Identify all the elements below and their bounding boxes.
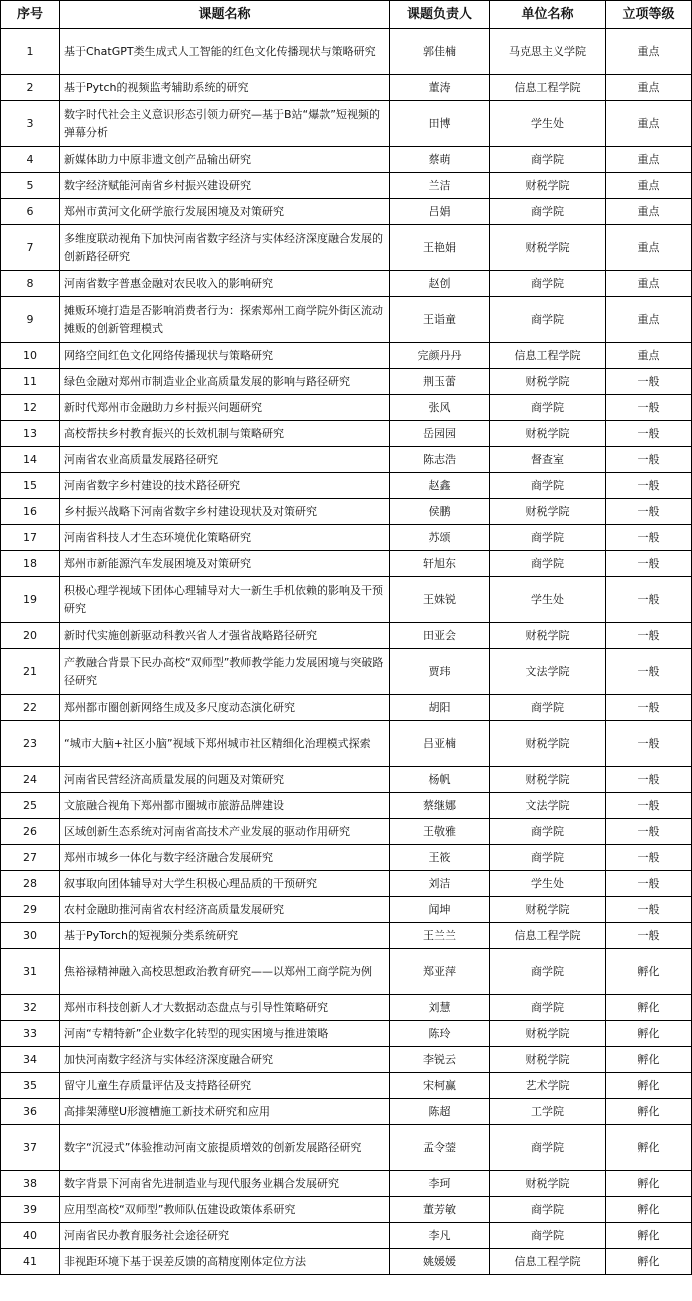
principal-name: 王姝锐: [390, 577, 490, 623]
principal-name: 王艳娟: [390, 225, 490, 271]
table-row: [1, 421, 692, 447]
project-level: 一般: [606, 473, 692, 499]
unit-name: 文法学院: [490, 649, 606, 695]
project-title: 郑州市城乡一体化与数字经济融合发展研究: [60, 845, 390, 871]
principal-name: 轩旭东: [390, 551, 490, 577]
unit-name: 商学院: [490, 395, 606, 421]
row-number: 13: [1, 421, 60, 447]
row-number: 28: [1, 871, 60, 897]
unit-name: 督查室: [490, 447, 606, 473]
project-title: 高校帮扶乡村教育振兴的长效机制与策略研究: [60, 421, 390, 447]
unit-name: 商学院: [490, 845, 606, 871]
project-level: 一般: [606, 499, 692, 525]
project-title: 郑州都市圈创新网络生成及多尺度动态演化研究: [60, 695, 390, 721]
unit-name: 学生处: [490, 101, 606, 147]
principal-name: 王诣童: [390, 297, 490, 343]
table-row: [1, 819, 692, 845]
project-title: 数字“沉浸式”体验推动河南文旅提质增效的创新发展路径研究: [60, 1125, 390, 1171]
project-title: 叙事取向团体辅导对大学生积极心理品质的干预研究: [60, 871, 390, 897]
project-level: 一般: [606, 845, 692, 871]
row-number: 31: [1, 949, 60, 995]
row-number: 9: [1, 297, 60, 343]
project-title: 网络空间红色文化网络传播现状与策略研究: [60, 343, 390, 369]
project-level: 孵化: [606, 1047, 692, 1073]
project-title: 高排架薄壁U形渡槽施工新技术研究和应用: [60, 1099, 390, 1125]
unit-name: 商学院: [490, 271, 606, 297]
project-level: 孵化: [606, 995, 692, 1021]
row-number: 38: [1, 1171, 60, 1197]
principal-name: 荆玉蕾: [390, 369, 490, 395]
project-level: 重点: [606, 101, 692, 147]
table-row: [1, 793, 692, 819]
unit-name: 商学院: [490, 995, 606, 1021]
table-row: [1, 923, 692, 949]
unit-name: 财税学院: [490, 1171, 606, 1197]
table-row: [1, 525, 692, 551]
row-number: 33: [1, 1021, 60, 1047]
principal-name: 董涛: [390, 75, 490, 101]
row-number: 22: [1, 695, 60, 721]
principal-name: 宋柯赢: [390, 1073, 490, 1099]
project-title: 区域创新生态系统对河南省高技术产业发展的驱动作用研究: [60, 819, 390, 845]
header-row: [1, 1, 692, 29]
row-number: 19: [1, 577, 60, 623]
table-row: [1, 1125, 692, 1171]
unit-name: 学生处: [490, 577, 606, 623]
unit-name: 商学院: [490, 819, 606, 845]
project-level: 重点: [606, 29, 692, 75]
principal-name: 兰洁: [390, 173, 490, 199]
project-level: 一般: [606, 421, 692, 447]
principal-name: 赵创: [390, 271, 490, 297]
row-number: 8: [1, 271, 60, 297]
project-title: 河南省数字普惠金融对农民收入的影响研究: [60, 271, 390, 297]
unit-name: 财税学院: [490, 767, 606, 793]
principal-name: 董芳敏: [390, 1197, 490, 1223]
row-number: 15: [1, 473, 60, 499]
project-title: “城市大脑+社区小脑”视域下郑州城市社区精细化治理模式探索: [60, 721, 390, 767]
project-level: 重点: [606, 173, 692, 199]
project-level: 一般: [606, 793, 692, 819]
project-level: 一般: [606, 923, 692, 949]
table-row: [1, 101, 692, 147]
principal-name: 吕娟: [390, 199, 490, 225]
row-number: 40: [1, 1223, 60, 1249]
row-number: 35: [1, 1073, 60, 1099]
unit-name: 财税学院: [490, 173, 606, 199]
principal-name: 完颜丹丹: [390, 343, 490, 369]
principal-name: 李锐云: [390, 1047, 490, 1073]
project-title: 积极心理学视域下团体心理辅导对大一新生手机依赖的影响及干预研究: [60, 577, 390, 623]
header-title: 课题名称: [60, 1, 390, 29]
project-title: 新时代实施创新驱动科教兴省人才强省战略路径研究: [60, 623, 390, 649]
principal-name: 蔡萌: [390, 147, 490, 173]
table-row: [1, 1171, 692, 1197]
project-title: 文旅融合视角下郑州都市圈城市旅游品牌建设: [60, 793, 390, 819]
project-level: 孵化: [606, 1125, 692, 1171]
principal-name: 贾玮: [390, 649, 490, 695]
header-level: 立项等级: [606, 1, 692, 29]
unit-name: 工学院: [490, 1099, 606, 1125]
unit-name: 财税学院: [490, 369, 606, 395]
project-title: 数字背景下河南省先进制造业与现代服务业耦合发展研究: [60, 1171, 390, 1197]
row-number: 41: [1, 1249, 60, 1275]
project-title: 绿色金融对郑州市制造业企业高质量发展的影响与路径研究: [60, 369, 390, 395]
project-title: 焦裕禄精神融入高校思想政治教育研究——以郑州工商学院为例: [60, 949, 390, 995]
row-number: 20: [1, 623, 60, 649]
principal-name: 苏颂: [390, 525, 490, 551]
row-number: 6: [1, 199, 60, 225]
row-number: 7: [1, 225, 60, 271]
project-level: 一般: [606, 525, 692, 551]
project-level: 一般: [606, 819, 692, 845]
row-number: 11: [1, 369, 60, 395]
table-row: [1, 1249, 692, 1275]
project-title: 郑州市黄河文化研学旅行发展困境及对策研究: [60, 199, 390, 225]
unit-name: 财税学院: [490, 225, 606, 271]
project-title: 基于PyTorch的短视频分类系统研究: [60, 923, 390, 949]
project-title: 摊贩环境打造是否影响消费者行为：探索郑州工商学院外街区流动摊贩的创新管理模式: [60, 297, 390, 343]
project-level: 孵化: [606, 1073, 692, 1099]
table-row: [1, 225, 692, 271]
principal-name: 岳园园: [390, 421, 490, 447]
table-row: [1, 29, 692, 75]
unit-name: 商学院: [490, 551, 606, 577]
project-level: 一般: [606, 551, 692, 577]
principal-name: 姚媛媛: [390, 1249, 490, 1275]
table-row: [1, 767, 692, 793]
row-number: 10: [1, 343, 60, 369]
project-title: 多维度联动视角下加快河南省数字经济与实体经济深度融合发展的创新路径研究: [60, 225, 390, 271]
unit-name: 商学院: [490, 297, 606, 343]
unit-name: 信息工程学院: [490, 923, 606, 949]
unit-name: 商学院: [490, 1197, 606, 1223]
table-row: [1, 395, 692, 421]
table-row: [1, 1223, 692, 1249]
header-person: 课题负责人: [390, 1, 490, 29]
project-level: 孵化: [606, 1099, 692, 1125]
unit-name: 信息工程学院: [490, 343, 606, 369]
row-number: 26: [1, 819, 60, 845]
table-row: [1, 721, 692, 767]
unit-name: 文法学院: [490, 793, 606, 819]
project-level: 一般: [606, 695, 692, 721]
row-number: 37: [1, 1125, 60, 1171]
unit-name: 商学院: [490, 1223, 606, 1249]
project-level: 一般: [606, 447, 692, 473]
row-number: 36: [1, 1099, 60, 1125]
principal-name: 赵鑫: [390, 473, 490, 499]
row-number: 5: [1, 173, 60, 199]
project-title: 非视距环境下基于误差反馈的高精度刚体定位方法: [60, 1249, 390, 1275]
table-body: [1, 29, 692, 1275]
unit-name: 财税学院: [490, 1047, 606, 1073]
principal-name: 吕亚楠: [390, 721, 490, 767]
project-level: 一般: [606, 721, 692, 767]
table-row: [1, 623, 692, 649]
project-title: 乡村振兴战略下河南省数字乡村建设现状及对策研究: [60, 499, 390, 525]
project-level: 孵化: [606, 1249, 692, 1275]
principal-name: 刘洁: [390, 871, 490, 897]
unit-name: 商学院: [490, 147, 606, 173]
project-title: 产教融合背景下民办高校“双师型”教师教学能力发展困境与突破路径研究: [60, 649, 390, 695]
project-title: 新时代郑州市金融助力乡村振兴问题研究: [60, 395, 390, 421]
row-number: 2: [1, 75, 60, 101]
row-number: 14: [1, 447, 60, 473]
row-number: 34: [1, 1047, 60, 1073]
table-row: [1, 199, 692, 225]
unit-name: 商学院: [490, 695, 606, 721]
principal-name: 刘慧: [390, 995, 490, 1021]
row-number: 25: [1, 793, 60, 819]
principal-name: 陈超: [390, 1099, 490, 1125]
row-number: 3: [1, 101, 60, 147]
principal-name: 胡阳: [390, 695, 490, 721]
unit-name: 商学院: [490, 1125, 606, 1171]
table-row: [1, 1099, 692, 1125]
project-title: 农村金融助推河南省农村经济高质量发展研究: [60, 897, 390, 923]
table-row: [1, 845, 692, 871]
unit-name: 信息工程学院: [490, 75, 606, 101]
principal-name: 王筱: [390, 845, 490, 871]
project-title: 数字经济赋能河南省乡村振兴建设研究: [60, 173, 390, 199]
row-number: 23: [1, 721, 60, 767]
project-level: 一般: [606, 369, 692, 395]
project-title: 河南省科技人才生态环境优化策略研究: [60, 525, 390, 551]
unit-name: 财税学院: [490, 721, 606, 767]
row-number: 12: [1, 395, 60, 421]
table-row: [1, 297, 692, 343]
principal-name: 陈玲: [390, 1021, 490, 1047]
table-row: [1, 551, 692, 577]
unit-name: 财税学院: [490, 421, 606, 447]
project-title: 郑州市新能源汽车发展困境及对策研究: [60, 551, 390, 577]
principal-name: 杨帆: [390, 767, 490, 793]
principal-name: 闻坤: [390, 897, 490, 923]
unit-name: 财税学院: [490, 499, 606, 525]
table-row: [1, 173, 692, 199]
project-title: 留守儿童生存质量评估及支持路径研究: [60, 1073, 390, 1099]
table-row: [1, 871, 692, 897]
unit-name: 财税学院: [490, 623, 606, 649]
principal-name: 李珂: [390, 1171, 490, 1197]
row-number: 1: [1, 29, 60, 75]
project-title: 基于Pytch的视频监考辅助系统的研究: [60, 75, 390, 101]
principal-name: 蔡继娜: [390, 793, 490, 819]
project-level: 重点: [606, 147, 692, 173]
principal-name: 王兰兰: [390, 923, 490, 949]
project-level: 孵化: [606, 949, 692, 995]
table-row: [1, 1197, 692, 1223]
project-level: 重点: [606, 199, 692, 225]
table-row: [1, 1047, 692, 1073]
project-level: 重点: [606, 225, 692, 271]
table-row: [1, 75, 692, 101]
project-title: 新媒体助力中原非遗文创产品输出研究: [60, 147, 390, 173]
project-title: 河南省民营经济高质量发展的问题及对策研究: [60, 767, 390, 793]
project-title: 河南“专精特新”企业数字化转型的现实困境与推进策略: [60, 1021, 390, 1047]
table-row: [1, 343, 692, 369]
table-row: [1, 271, 692, 297]
project-level: 孵化: [606, 1171, 692, 1197]
principal-name: 侯鹏: [390, 499, 490, 525]
unit-name: 商学院: [490, 949, 606, 995]
row-number: 30: [1, 923, 60, 949]
table-row: [1, 1073, 692, 1099]
principal-name: 郑亚萍: [390, 949, 490, 995]
project-level: 孵化: [606, 1197, 692, 1223]
header-no: 序号: [1, 1, 60, 29]
project-title: 加快河南数字经济与实体经济深度融合研究: [60, 1047, 390, 1073]
table-row: [1, 897, 692, 923]
project-title: 基于ChatGPT类生成式人工智能的红色文化传播现状与策略研究: [60, 29, 390, 75]
table-row: [1, 499, 692, 525]
table-row: [1, 695, 692, 721]
principal-name: 李凡: [390, 1223, 490, 1249]
row-number: 27: [1, 845, 60, 871]
project-level: 孵化: [606, 1223, 692, 1249]
project-title: 河南省数字乡村建设的技术路径研究: [60, 473, 390, 499]
row-number: 17: [1, 525, 60, 551]
table-row: [1, 147, 692, 173]
unit-name: 财税学院: [490, 897, 606, 923]
table-row: [1, 1021, 692, 1047]
project-level: 重点: [606, 271, 692, 297]
table-row: [1, 995, 692, 1021]
row-number: 39: [1, 1197, 60, 1223]
project-title: 河南省民办教育服务社会途径研究: [60, 1223, 390, 1249]
principal-name: 田亚会: [390, 623, 490, 649]
principal-name: 郭佳楠: [390, 29, 490, 75]
project-title: 郑州市科技创新人才大数据动态盘点与引导性策略研究: [60, 995, 390, 1021]
row-number: 21: [1, 649, 60, 695]
unit-name: 马克思主义学院: [490, 29, 606, 75]
project-level: 一般: [606, 577, 692, 623]
row-number: 18: [1, 551, 60, 577]
project-level: 重点: [606, 343, 692, 369]
header-unit: 单位名称: [490, 1, 606, 29]
unit-name: 信息工程学院: [490, 1249, 606, 1275]
unit-name: 学生处: [490, 871, 606, 897]
unit-name: 艺术学院: [490, 1073, 606, 1099]
table-row: [1, 473, 692, 499]
table-header: [1, 1, 692, 29]
project-title: 数字时代社会主义意识形态引领力研究—基于B站“爆款”短视频的弹幕分析: [60, 101, 390, 147]
row-number: 29: [1, 897, 60, 923]
principal-name: 孟令蓥: [390, 1125, 490, 1171]
project-level: 孵化: [606, 1021, 692, 1047]
project-title: 应用型高校“双师型”教师队伍建设政策体系研究: [60, 1197, 390, 1223]
principal-name: 王敬雅: [390, 819, 490, 845]
unit-name: 商学院: [490, 199, 606, 225]
project-level: 重点: [606, 75, 692, 101]
row-number: 4: [1, 147, 60, 173]
row-number: 16: [1, 499, 60, 525]
principal-name: 张风: [390, 395, 490, 421]
project-level: 一般: [606, 871, 692, 897]
table-row: [1, 447, 692, 473]
row-number: 24: [1, 767, 60, 793]
row-number: 32: [1, 995, 60, 1021]
unit-name: 财税学院: [490, 1021, 606, 1047]
unit-name: 商学院: [490, 473, 606, 499]
project-level: 一般: [606, 395, 692, 421]
project-title: 河南省农业高质量发展路径研究: [60, 447, 390, 473]
project-level: 一般: [606, 897, 692, 923]
table-row: [1, 369, 692, 395]
principal-name: 陈志浩: [390, 447, 490, 473]
project-level: 一般: [606, 649, 692, 695]
project-level: 一般: [606, 767, 692, 793]
table-row: [1, 577, 692, 623]
table-row: [1, 949, 692, 995]
project-level: 重点: [606, 297, 692, 343]
unit-name: 商学院: [490, 525, 606, 551]
principal-name: 田博: [390, 101, 490, 147]
project-level: 一般: [606, 623, 692, 649]
table-row: [1, 649, 692, 695]
